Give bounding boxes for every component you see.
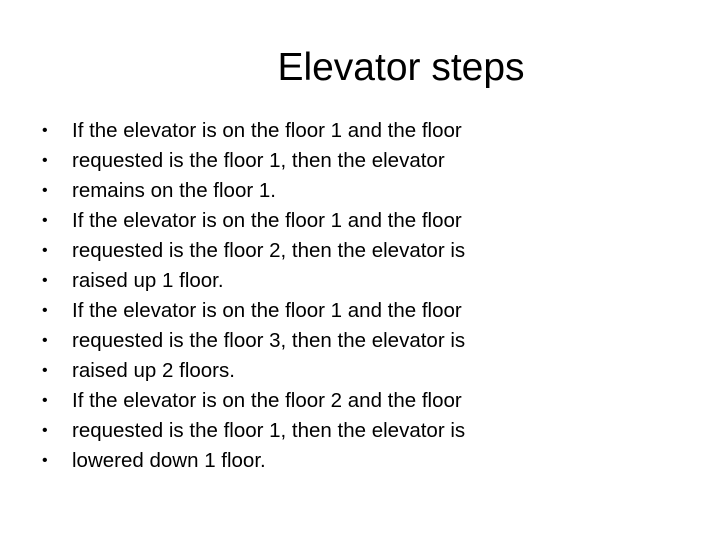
bullet-text: lowered down 1 floor. <box>72 449 266 472</box>
bullet-item <box>42 146 682 176</box>
bullet-text: If the elevator is on the floor 2 and the floor <box>72 389 462 412</box>
bullet-text: If the elevator is on the floor 1 and the floor <box>72 209 462 232</box>
bullet-item <box>42 206 682 236</box>
bullet-marker: • <box>42 212 48 229</box>
bullet-text: raised up 2 floors. <box>72 359 235 382</box>
bullet-text: requested is the floor 1, then the elevator <box>72 149 445 172</box>
bullet-text: requested is the floor 3, then the elevator is <box>72 329 466 352</box>
bullet-item <box>42 236 682 266</box>
bullet-marker: • <box>42 332 48 349</box>
bullet-item <box>42 416 682 446</box>
bullet-item <box>42 446 682 476</box>
bullet-marker: • <box>42 152 48 169</box>
bullet-item <box>42 296 682 326</box>
bullet-text: raised up 1 floor. <box>72 269 224 292</box>
bullet-text: requested is the floor 1, then the elevator is <box>72 419 466 442</box>
bullet-text: If the elevator is on the floor 1 and the floor <box>72 119 462 142</box>
bullet-list <box>42 116 682 476</box>
bullet-marker: • <box>42 392 48 409</box>
bullet-item <box>42 326 682 356</box>
bullet-item <box>42 386 682 416</box>
bullet-marker: • <box>42 182 48 199</box>
bullet-text: remains on the floor 1. <box>72 179 276 202</box>
bullet-marker: • <box>42 362 48 379</box>
bullet-marker: • <box>42 302 48 319</box>
bullet-marker: • <box>42 122 48 139</box>
bullet-marker: • <box>42 422 48 439</box>
bullet-text: If the elevator is on the floor 1 and the floor <box>72 299 462 322</box>
slide-title: Elevator steps <box>277 46 525 89</box>
bullet-marker: • <box>42 452 48 469</box>
bullet-text: requested is the floor 2, then the elevator is <box>72 239 466 262</box>
bullet-item <box>42 176 682 206</box>
bullet-item <box>42 266 682 296</box>
bullet-item <box>42 356 682 386</box>
bullet-marker: • <box>42 242 48 259</box>
bullet-marker: • <box>42 272 48 289</box>
bullet-item <box>42 116 682 146</box>
